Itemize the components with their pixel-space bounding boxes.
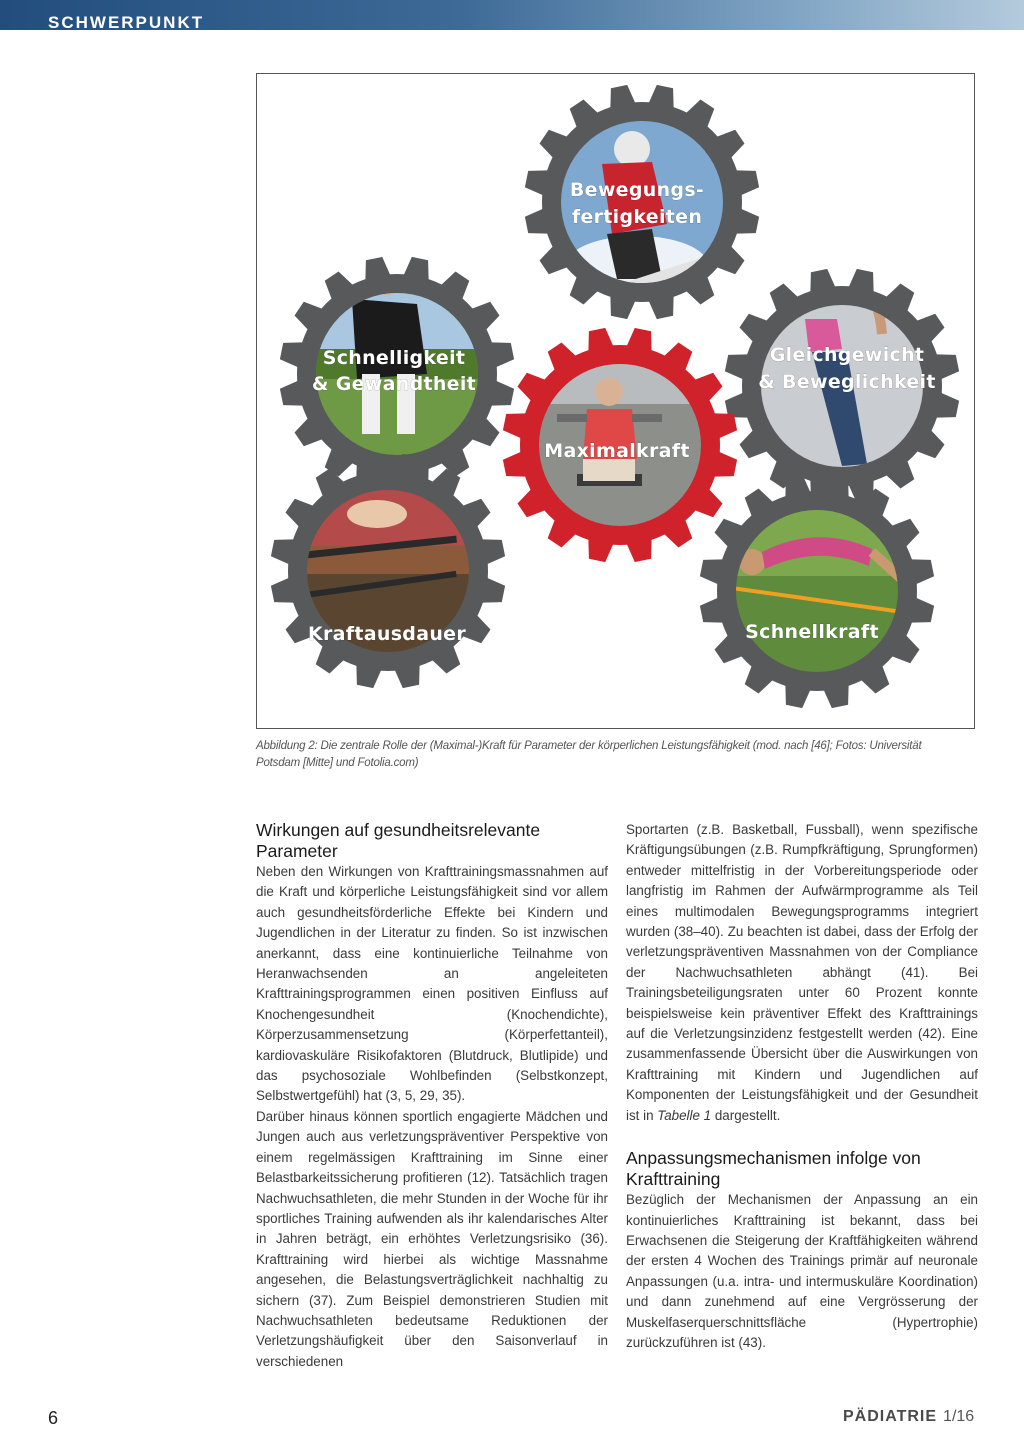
gear-label-ausdauer: Kraftausdauer — [307, 623, 467, 645]
gear-gleichgewicht — [725, 269, 959, 503]
paragraph-continued-end: dargestellt. — [711, 1107, 781, 1123]
table-reference: Tabelle 1 — [657, 1107, 712, 1123]
gears-diagram — [257, 74, 974, 728]
gear-label-bewegung-1: Bewegungs- — [569, 179, 705, 201]
heading-wirkungen: Wirkungen auf gesundheitsrelevante Parameter — [256, 820, 541, 861]
paragraph-wirkungen-1: Neben den Wirkungen von Krafttrainingsmassnahmen auf die Kraft und körperliche Leistungsfähigkeit sind vor allem auch gesundheitsförderliche Effekte bei Kindern und Jugendlichen in der Literatur zu finden. So ist inzwischen anerkannt, dass eine kontinuierliche Teilnahme von Heranwachsenden an angeleiteten Krafttrainingsprogrammen einen positiven Einfluss auf Knochengesundheit (Knochendichte), Körperzusammensetzung (Körperfettanteil), kardiovaskuläre Risikofaktoren (Blutdruck, Blutlipide) und das psychosoziale Wohlbefinden (Selbstkonzept, Selbstwertgefühl) hat (3, 5, 29, 35). — [256, 864, 608, 1104]
gear-label-maximal: Maximalkraft — [544, 440, 690, 462]
section-header-bar — [0, 0, 1024, 30]
gear-label-schnell-2: & Gewandtheit — [311, 373, 477, 395]
gear-label-schnellkraft: Schnellkraft — [745, 621, 879, 643]
gear-bewegungsfertigkeiten — [525, 85, 759, 319]
paragraph-wirkungen-2: Darüber hinaus können sportlich engagierte Mädchen und Jungen auch aus verletzungspräventiver Perspektive von einem regelmässigen Krafttraining im Sinne einer Belastbarkeitssicherung profitieren (12). Tatsächlich tragen Nachwuchsathleten, die mehr Stunden in der Woche für ihr sportliches Training aufwenden als ihr kalendarisches Alter in Jahren beträgt, ein erhöhtes Verletzungsrisiko (36). Krafttraining wird hierbei als wichtige Massnahme angesehen, die Belastungsverträglichkeit nachhaltig zu sichern (37). Zum Beispiel demonstrieren Studien mit Nachwuchsathleten bedeutsame Reduktionen der Verletzungshäufigkeit über den Saisonverlauf in verschiedenen — [256, 1108, 608, 1369]
heading-anpassung: Anpassungsmechanismen infolge von Krafttraining — [626, 1148, 921, 1190]
gear-schnelligkeit — [280, 257, 514, 491]
gear-label-bewegung-2: fertigkeiten — [571, 206, 703, 228]
figure-caption: Abbildung 2: Die zentrale Rolle der (Maximal-)Kraft für Parameter der körperlichen Leistungsfähigkeit (mod. nach [46]; Fotos: Universität Potsdam [Mitte] und Fotolia.com) — [256, 740, 922, 769]
gear-label-schnell-1: Schnelligkeit — [322, 347, 466, 369]
journal-issue: 1/16 — [943, 1408, 975, 1425]
left-column — [256, 820, 608, 1372]
right-column — [626, 820, 978, 1353]
section-title: SCHWERPUNKT — [48, 13, 205, 32]
gear-label-gleich-2: & Beweglichkeit — [758, 371, 936, 393]
gear-maximalkraft — [503, 328, 737, 562]
paragraph-anpassung: Bezüglich der Mechanismen der Anpassung an ein kontinuierliches Krafttraining ist bekannt, dass bei Erwachsenen die Steigerung der Kraftfähigkeiten während der ersten 4 Wochen des Trainings primär auf neuronale Anpassungen (u.a. intra- und intermuskuläre Koordination) und dann zunehmend auf eine Vergrösserung der Muskelfaserquerschnittsfläche (Hypertrophie) zurückzuführen ist (43). — [626, 1192, 978, 1350]
figure-gears — [256, 73, 975, 729]
journal-title: PÄDIATRIE — [843, 1408, 938, 1425]
journal-name — [843, 1408, 974, 1426]
gear-kraftausdauer — [271, 454, 505, 688]
paragraph-continued-text: Sportarten (z.B. Basketball, Fussball), wenn spezifische Kräftigungsübungen (z.B. Rumpfkräftigung, Sprungformen) entweder mittelfristig in der Vorbereitungsperiode oder langfristig im Rahmen der Aufwärmprogramme als Teil eines multimodalen Bewegungsprogramms integriert wurden (38–40). Zu beachten ist dabei, dass der Erfolg der verletzungspräventiven Massnahmen von der Compliance der Nachwuchsathleten abhängt (41). Bei Trainingsbeteiligungsraten unter 60 Prozent konnte beispielsweise kein präventiver Effekt des Krafttrainings auf die Verletzungsinzidenz festgestellt werden (42). Eine zusammenfassende Übersicht über die Auswirkungen von Krafttraining mit Kindern und Jugendlichen auf Komponenten der Leistungsfähigkeit und der Gesundheit ist in — [626, 822, 978, 1123]
gear-schnellkraft — [700, 474, 934, 708]
page-number: 6 — [48, 1408, 59, 1428]
gear-label-gleich-1: Gleichgewicht — [769, 344, 925, 366]
paragraph-continued — [626, 820, 978, 1126]
